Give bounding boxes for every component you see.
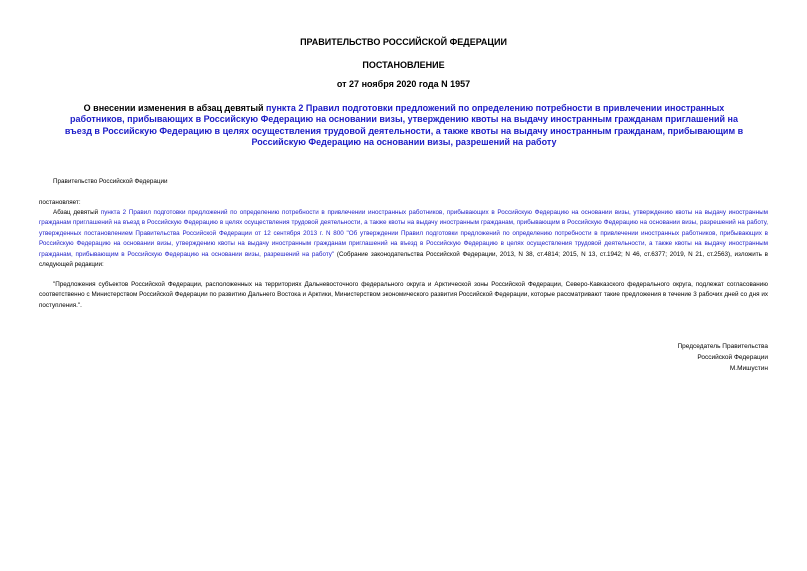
issuer: Правительство Российской Федерации bbox=[53, 178, 168, 185]
document-title bbox=[58, 103, 750, 149]
para1-link[interactable]: пункта 2 Правил подготовки предложений по определению потребности в привлечении иностранных работников, прибывающих в Российскую Федерацию на основании визы, утверждению квоты на выдачу иностранным гражданам приглашений на въезд в Российскую Федерацию в целях осуществления трудовой деятельности, а также квоты на выдачу иностранным гражданам, прибывающим в Российскую Федерацию на основании визы, разрешений на работу, утвержденных постановлением Правительства Российской Федерации от 12 сентября 2013 г. N 800 "Об утверждении Правил подготовки предложений по определению потребности в привлечении иностранных работников, прибывающих в Российскую Федерацию на основании визы, утверждению квоты на выдачу иностранным гражданам приглашений на въезд в Российскую Федерацию в целях осуществления трудовой деятельности, а также квоты на выдачу иностранным гражданам, прибывающим в Российскую Федерацию на основании визы, разрешений на работу" bbox=[39, 209, 768, 258]
document-type: ПОСТАНОВЛЕНИЕ bbox=[362, 60, 445, 70]
signature-line-1: Председатель Правительства bbox=[677, 343, 768, 350]
signature-name: М.Мишустин bbox=[729, 365, 768, 372]
quoted-text: "Предложения субъектов Российской Федерации, расположенных на территориях Дальневосточного федерального округа и Арктической зоны Российской Федерации, Северо-Кавказского федерального округа, подлежат согласованию соответственно с Министерством Российской Федерации по развитию Дальнего Востока и Арктики, Министерством экономического развития Российской Федерации, которые рассматривают такие предложения в течение 3 рабочих дней со дня их поступления.". bbox=[39, 281, 768, 309]
para1-start: Абзац девятый bbox=[53, 209, 101, 216]
paragraph-1 bbox=[39, 208, 768, 270]
title-link[interactable]: пункта 2 Правил подготовки предложений по определению потребности в привлечении иностранных работников, прибывающих в Российскую Федерацию на основании визы, утверждению квоты на выдачу иностранным гражданам приглашений на въезд в Российскую Федерацию в целях осуществления трудовой деятельности, а также квоты на выдачу иностранным гражданам, прибывающим в Российскую Федерацию на основании визы, разрешений на работу bbox=[64, 103, 744, 148]
decides-line: постановляет: bbox=[39, 199, 81, 206]
government-heading: ПРАВИТЕЛЬСТВО РОССИЙСКОЙ ФЕДЕРАЦИИ bbox=[300, 37, 507, 47]
date-number: от 27 ноября 2020 года N 1957 bbox=[336, 79, 471, 89]
para1-end: (Собрание законодательства Российской Федерации, 2013, N 38, ст.4814; 2015, N 13, ст.1942; N 46, ст.6377; 2019, N 21, ст.2563), изложить в следующей редакции: bbox=[39, 250, 769, 269]
signature-line-2: Российской Федерации bbox=[697, 354, 768, 361]
title-prefix: О внесении изменения в абзац девятый bbox=[83, 103, 267, 113]
